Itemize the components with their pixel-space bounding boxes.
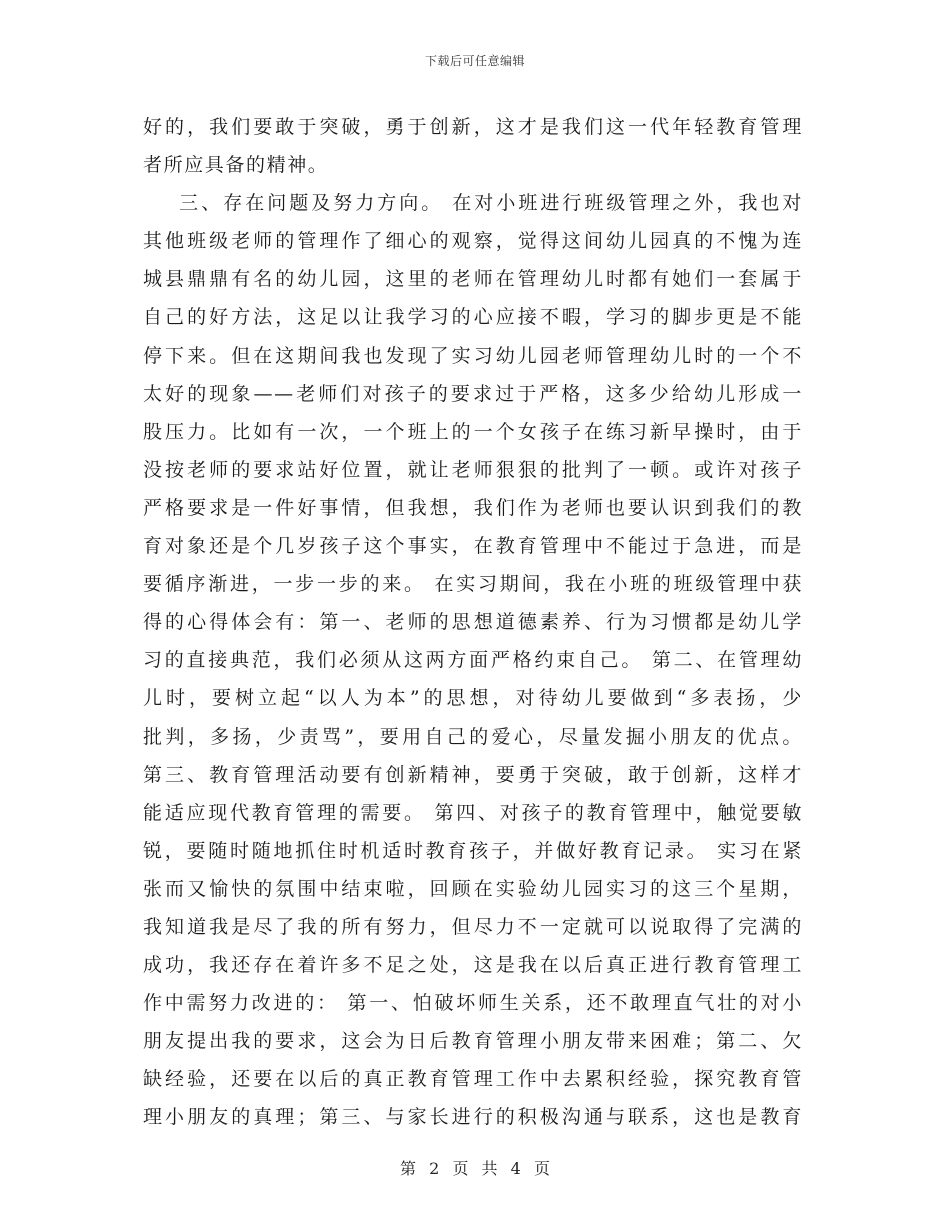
body-line: 三、存在问题及努力方向。 在对小班进行班级管理之外，我也对 xyxy=(143,192,803,215)
body-line: 张而又愉快的氛围中结束啦，回顾在实验幼儿园实习的这三个星期， xyxy=(143,877,803,900)
body-line: 严格要求是一件好事情，但我想，我们作为老师也要认识到我们的教 xyxy=(143,496,803,519)
body-line: 者所应具备的精神。 xyxy=(143,154,329,177)
body-line: 得的心得体会有：第一、老师的思想道德素养、行为习惯都是幼儿学 xyxy=(143,611,803,634)
body-line: 作中需努力改进的： 第一、怕破坏师生关系，还不敢理直气壮的对小 xyxy=(143,992,803,1015)
document-body xyxy=(143,108,803,1137)
body-line: 能适应现代教育管理的需要。 第四、对孩子的教育管理中，触觉要敏 xyxy=(143,801,803,824)
body-line: 太好的现象——老师们对孩子的要求过于严格，这多少给幼儿形成一 xyxy=(143,382,803,405)
body-line: 我知道我是尽了我的所有努力，但尽力不一定就可以说取得了完满的 xyxy=(143,915,803,938)
body-line: 停下来。但在这期间我也发现了实习幼儿园老师管理幼儿时的一个不 xyxy=(143,344,803,367)
body-line: 朋友提出我的要求，这会为日后教育管理小朋友带来困难；第二、欠 xyxy=(143,1030,803,1053)
body-line: 股压力。比如有一次，一个班上的一个女孩子在练习新早操时，由于 xyxy=(143,420,803,443)
footer-total-label: 共 xyxy=(481,1159,498,1178)
page-header xyxy=(0,52,950,69)
body-line: 理小朋友的真理；第三、与家长进行的积极沟通与联系，这也是教育 xyxy=(143,1106,803,1129)
body-line: 儿时，要树立起“以人为本”的思想，对待幼儿要做到“多表扬，少 xyxy=(143,687,803,710)
footer-page-number: 2 xyxy=(429,1159,440,1178)
body-line: 批判，多扬，少责骂”，要用自己的爱心，尽量发掘小朋友的优点。 xyxy=(143,725,803,748)
body-line: 好的，我们要敢于突破，勇于创新，这才是我们这一代年轻教育管理 xyxy=(143,116,803,138)
body-line: 城县鼎鼎有名的幼儿园，这里的老师在管理幼儿时都有她们一套属于 xyxy=(143,268,803,291)
footer-page-suffix: 页 xyxy=(533,1159,550,1178)
footer-page-mid: 页 xyxy=(452,1159,469,1178)
header-text: 下载后可任意编辑 xyxy=(424,54,525,68)
body-line: 没按老师的要求站好位置，就让老师狠狠的批判了一顿。或许对孩子 xyxy=(143,458,803,481)
body-line: 第三、教育管理活动要有创新精神，要勇于突破，敢于创新，这样才 xyxy=(143,763,803,786)
body-line: 锐，要随时随地抓住时机适时教育孩子，并做好教育记录。 实习在紧 xyxy=(143,839,803,862)
footer-total-pages: 4 xyxy=(510,1159,521,1178)
footer-page-prefix: 第 xyxy=(400,1159,417,1178)
body-line: 缺经验，还要在以后的真正教育管理工作中去累积经验，探究教育管 xyxy=(143,1068,803,1091)
page-footer xyxy=(0,1156,950,1179)
body-line: 要循序渐进，一步一步的来。 在实习期间，我在小班的班级管理中获 xyxy=(143,573,803,596)
body-line: 成功，我还存在着许多不足之处，这是我在以后真正进行教育管理工 xyxy=(143,954,803,977)
body-line: 习的直接典范，我们必须从这两方面严格约束自己。 第二、在管理幼 xyxy=(143,649,803,672)
body-line: 育对象还是个几岁孩子这个事实，在教育管理中不能过于急进，而是 xyxy=(143,535,803,558)
body-line: 自己的好方法，这足以让我学习的心应接不暇，学习的脚步更是不能 xyxy=(143,306,803,329)
body-line: 其他班级老师的管理作了细心的观察，觉得这间幼儿园真的不愧为连 xyxy=(143,230,803,253)
